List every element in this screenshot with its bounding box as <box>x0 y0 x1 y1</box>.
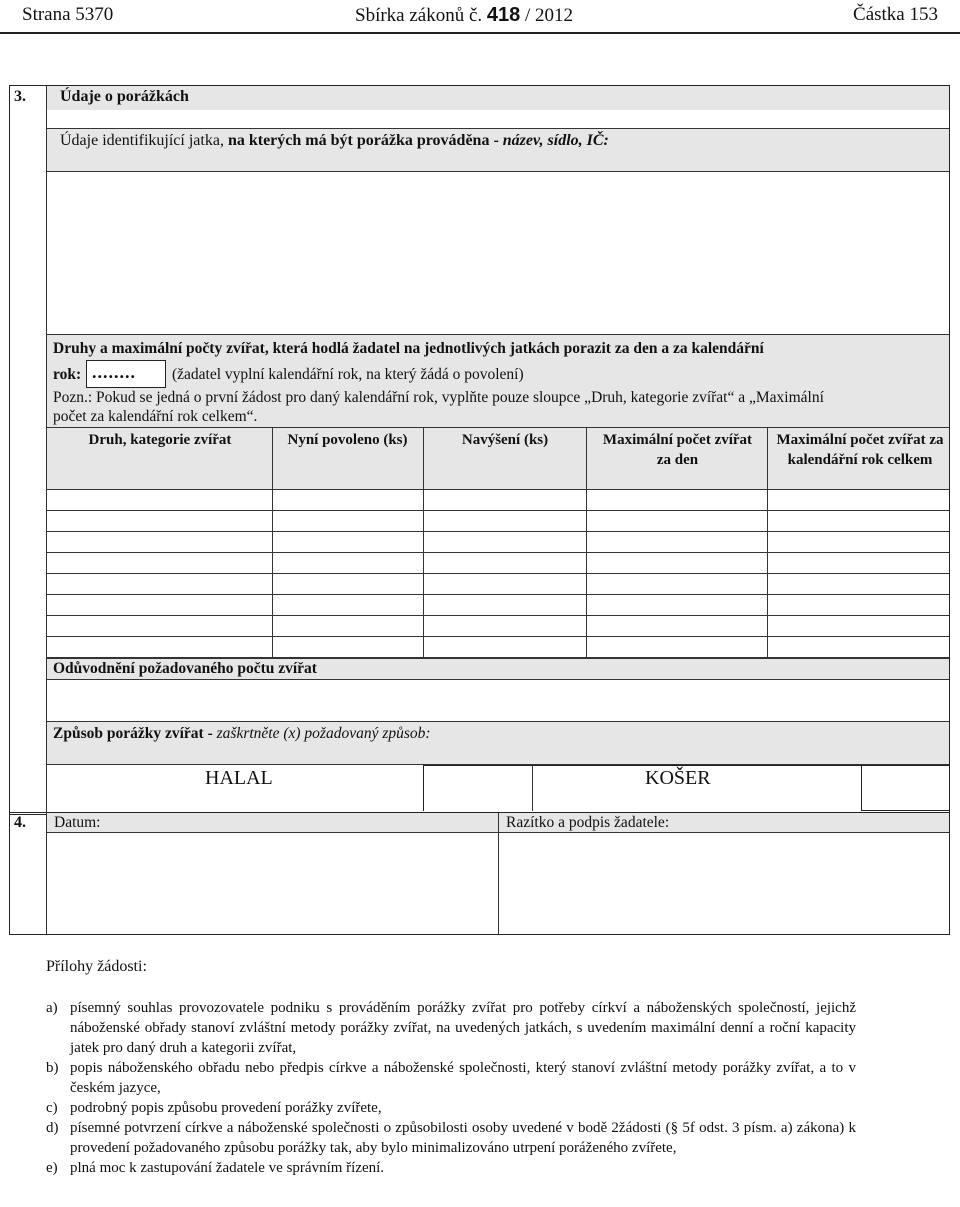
section-4-number: 4. <box>14 814 26 831</box>
ident-label-normal: Údaje identifikující jatka, <box>60 132 228 149</box>
druhy-rok-label: rok: <box>53 366 82 383</box>
col-header-navyseni: Navýšení (ks) <box>461 432 549 448</box>
table-row[interactable] <box>47 595 949 615</box>
table-row[interactable] <box>47 637 949 657</box>
ident-label-bold: na kterých má být porážka prováděna - <box>227 132 503 149</box>
list-item <box>46 1098 856 1118</box>
table-row[interactable] <box>47 574 949 594</box>
page-number: Strana 5370 <box>22 4 114 25</box>
attachments-list <box>46 998 856 1178</box>
razitko-label: Razítko a podpis žadatele: <box>506 814 670 831</box>
list-item <box>46 998 856 1058</box>
halal-checkbox[interactable] <box>423 765 861 811</box>
section-3-title: Údaje o porážkách <box>60 88 189 105</box>
list-item-letter: e) <box>46 1160 58 1176</box>
collection-year: / 2012 <box>525 5 574 26</box>
list-item-letter: b) <box>46 1060 59 1076</box>
halal-checkbox-right <box>532 765 533 811</box>
oduvodneni-label: Odůvodnění požadovaného počtu zvířat <box>53 660 317 677</box>
table-row[interactable] <box>47 616 949 636</box>
table-row[interactable] <box>47 511 949 531</box>
zpusob-label-bold: Způsob porážky zvířat - <box>53 725 217 742</box>
list-item-letter: a) <box>46 1000 58 1016</box>
table-row[interactable] <box>47 553 949 573</box>
collection-prefix: Sbírka zákonů č. <box>355 5 483 26</box>
ident-input-area[interactable] <box>47 173 949 333</box>
list-item-text: písemné potvrzení církve a náboženské společnosti o způsobilosti osoby uvedené v bodě 2žádosti (§ 5f odst. 3 písm. a) zákona) k provedení požadovaného způsobu porážky tak, aby bylo minimalizováno utrpení poráženého zvířete, <box>70 1120 856 1156</box>
col-header-nyni: Nyní povoleno (ks) <box>287 432 408 448</box>
part-number: Částka 153 <box>853 4 938 25</box>
druhy-line1: Druhy a maximální počty zvířat, která hodlá žadatel na jednotlivých jatkách porazit za den a za kalendářní <box>53 340 764 357</box>
list-item-text: plná moc k zastupování žadatele ve správním řízení. <box>70 1160 385 1176</box>
list-item-letter: d) <box>46 1120 59 1136</box>
page-header <box>0 0 960 34</box>
signature-area[interactable] <box>499 834 949 934</box>
koser-label: KOŠER <box>645 767 711 789</box>
table-row[interactable] <box>47 532 949 552</box>
col-header-druh: Druh, kategorie zvířat <box>88 432 232 448</box>
datum-input[interactable] <box>47 834 498 934</box>
list-item <box>46 1158 856 1178</box>
collection-number: 418 <box>486 4 521 26</box>
zpusob-label-italic: zaškrtněte (x) požadovaný způsob: <box>216 725 431 742</box>
ident-label <box>60 132 609 150</box>
pozn-line1: Pozn.: Pokud se jedná o první žádost pro daný kalendářní rok, vyplňte pouze sloupce „Druh, kategorie zvířat“ a „Maximální <box>53 389 824 406</box>
year-dots: ........ <box>92 362 136 382</box>
ident-label-italic: název, sídlo, IČ: <box>502 132 609 149</box>
druhy-note: (žadatel vyplní kalendářní rok, na který žádá o povolení) <box>172 366 524 383</box>
list-item-text: popis náboženského obřadu nebo předpis církve a náboženské společnosti, který stanoví zvláštní metody porážky zvířat, a to v českém jazyce, <box>70 1060 856 1096</box>
attachments-title: Přílohy žádosti: <box>46 958 147 975</box>
list-item-text: písemný souhlas provozovatele podniku s prováděním porážky zvířat pro potřeby církví a náboženských společností, jejichž náboženské obřady stanoví zvláštní metody porážky zvířat, na uvedených jatkách, s uvedením maximální denní a roční kapacity jatek pro daný druh a kategorii zvířat, <box>70 1000 856 1056</box>
koser-checkbox[interactable] <box>861 765 950 811</box>
list-item <box>46 1118 856 1158</box>
pozn-line2: počet za kalendářní rok celkem“. <box>53 408 258 425</box>
list-item-text: podrobný popis způsobu provedení porážky zvířete, <box>70 1100 382 1116</box>
datum-label: Datum: <box>54 814 101 831</box>
col-header-max-den: Maximální počet zvířat za den <box>602 432 753 468</box>
col-header-max-rok: Maximální počet zvířat za kalendářní rok celkem <box>776 432 944 468</box>
section-3-number: 3. <box>14 88 26 105</box>
zpusob-label <box>53 725 431 743</box>
list-item-letter: c) <box>46 1100 58 1116</box>
collection-title <box>355 4 573 27</box>
table-top-line <box>47 427 949 428</box>
list-item <box>46 1058 856 1098</box>
table-row[interactable] <box>47 490 949 510</box>
halal-label: HALAL <box>205 767 273 789</box>
oduvodneni-input[interactable] <box>47 681 949 721</box>
